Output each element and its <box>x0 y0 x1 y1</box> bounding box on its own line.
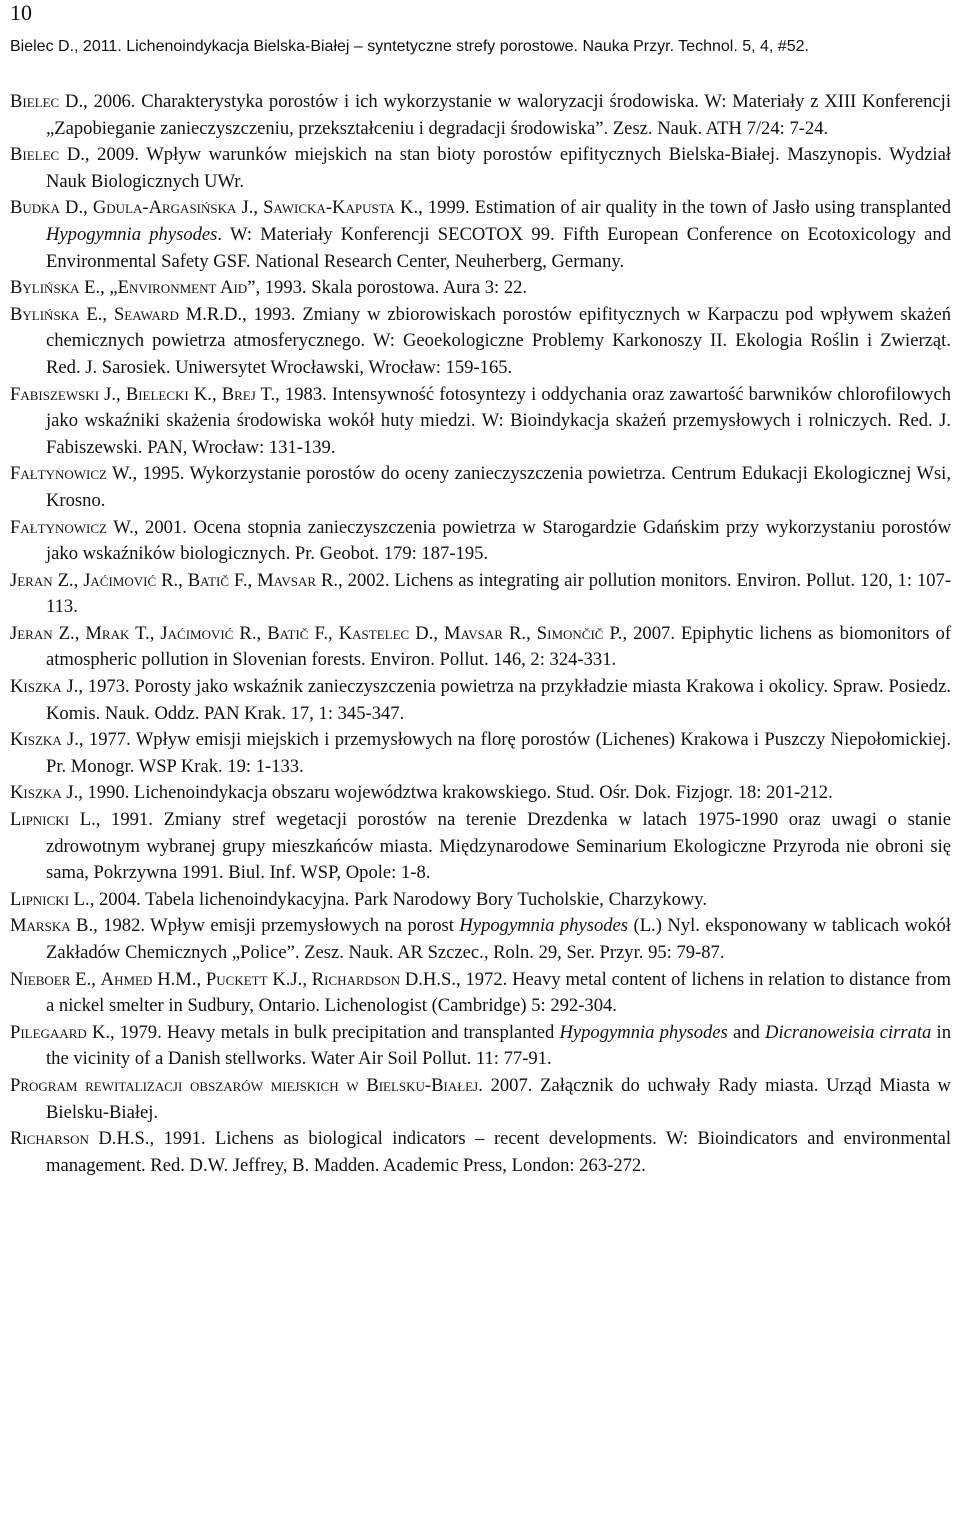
reference-entry <box>10 142 951 195</box>
reference-entry <box>10 1073 951 1126</box>
reference-author: Environment Aid <box>117 277 248 299</box>
reference-author: Bielec D. <box>10 144 85 166</box>
reference-species: Dicranoweisia cirrata <box>765 1021 932 1043</box>
reference-author: Fałtynowicz W. <box>10 516 134 538</box>
reference-author: Jaćimović R. <box>160 622 257 644</box>
reference-text: . W: Materiały Konferencji SECOTOX 99. Fifth European Conference on Ecotoxicology and Environmental Safety GSF. National Research Center, Neuherberg, Germany. <box>46 223 951 272</box>
reference-text: , 2001. Ocena stopnia zanieczyszczenia powietrza w Starogardzie Gdańskim przy wykorzystaniu porostów jako wskaźników biologicznych. Pr. Geobot. 179: 187-195. <box>46 516 951 565</box>
reference-entry <box>10 807 951 887</box>
reference-entry <box>10 382 951 462</box>
reference-author: Jeran Z. <box>10 622 75 644</box>
reference-text: , 2007. Epiphytic lichens as biomonitors of atmospheric pollution in Slovenian forests. Environ. Pollut. 146, 2: 324-331. <box>46 622 952 671</box>
reference-author: Kiszka J. <box>10 729 79 751</box>
reference-text: , <box>178 569 188 591</box>
reference-text: , 2009. Wpływ warunków miejskich na stan bioty porostów epifitycznych Bielska-Białej. Maszynopis. Wydział Nauk Biologicznych UWr. <box>46 144 951 192</box>
reference-text: , <box>196 968 206 990</box>
reference-entry <box>10 621 951 674</box>
reference-entry <box>10 674 951 727</box>
reference-entry <box>10 515 951 568</box>
reference-author: Jaćimović R. <box>83 569 179 591</box>
reference-author: Richardson D.H.S. <box>311 968 456 990</box>
reference-text: , <box>433 622 445 644</box>
reference-text: . 2007. Załącznik do uchwały Rady miasta. Urząd Miasta w Bielsku-Białej. <box>46 1074 951 1123</box>
reference-author: Bielecki K. <box>125 383 212 405</box>
reference-text: (L.) Nyl. eksponowany w tablicach wokół Zakładów Chemicznych „Police”. Zesz. Nauk. AR Szczec., Roln. 29, Ser. Przyr. 95: 79-87. <box>46 915 951 963</box>
reference-text: , <box>149 622 161 644</box>
reference-species: Hypogymnia physodes <box>559 1021 728 1043</box>
reference-text: , <box>328 622 339 644</box>
reference-author: Lipnicki L. <box>10 888 90 910</box>
reference-text: , 2006. Charakterystyka porostów i ich wykorzystanie w waloryzacji środowiska. W: Materiały z XIII Konferencji „Zapobieganie zanieczyszczeniu, przekształceniu i degradacji środowiska”. Zesz. Nauk. ATH 7/24: 7-24. <box>46 91 951 139</box>
reference-author: Program rewitalizacji obszarów miejskich w Bielsku-Białej <box>10 1074 479 1096</box>
reference-text: , 1993. Zmiany w zbiorowiskach porostów epifitycznych w Karpaczu pod wpływem skażeń chemicznych powietrza atmosferycznego. W: Geoekologiczne Problemy Karkonoszy II. Ekologia Roślin i Zwierząt. Red. J. Sarosiek. Uniwersytet Wrocławski, Wrocław: 159-165. <box>46 303 952 378</box>
reference-text: , 1973. Porosty jako wskaźnik zanieczyszczenia powietrza na przykładzie miasta Krakowa i okolicy. Spraw. Posiedz. Komis. Nauk. Oddz. PAN Krak. 17, 1: 345-347. <box>46 676 951 724</box>
reference-author: Bylińska E. <box>10 303 103 325</box>
reference-author: Bielec D. <box>10 91 84 112</box>
reference-entry <box>10 780 951 807</box>
reference-text: , 1979. Heavy metals in bulk precipitation and transplanted <box>110 1021 560 1043</box>
reference-author: Kiszka J. <box>10 782 79 804</box>
reference-text: , <box>247 569 258 591</box>
reference-text: , 1983. Intensywność fotosyntezy i oddychania oraz zawartość barwników chlorofilowych jako wskaźniki skażenia środowiska wokół huty miedzi. W: Bioindykacja skażeń przemysłowych i rolniczych. Red. J. Fabiszewski. PAN, Wrocław: 131-139. <box>46 383 952 458</box>
reference-author: Bylińska E. <box>10 277 101 299</box>
reference-text: , <box>302 968 312 990</box>
page-number: 10 <box>10 0 32 25</box>
reference-entry <box>10 568 951 621</box>
reference-author: Sawicka-Kapusta K. <box>263 197 419 219</box>
reference-author: Mrak T. <box>85 622 150 644</box>
reference-text: , „ <box>100 277 118 299</box>
reference-text: and <box>727 1021 766 1043</box>
reference-text: , <box>526 622 537 644</box>
reference-text: , 1977. Wpływ emisji miejskich i przemysłowych na florę porostów (Lichenes) Krakowa i Puszczy Niepołomickiej. Pr. Monogr. WSP Krak. 19: 1-133. <box>46 729 951 777</box>
reference-text: , <box>73 569 84 591</box>
reference-author: Fałtynowicz W. <box>10 463 133 485</box>
reference-author: Seaward M.R.D. <box>113 303 243 325</box>
reference-text: , 1991. Lichens as biological indicators – recent developments. W: Bioindicators and environmental management. Red. D.W. Jeffrey, B. Madden. Academic Press, London: 263-272. <box>46 1128 951 1176</box>
reference-text: , <box>253 197 264 219</box>
reference-text: , <box>256 622 268 644</box>
reference-text: , 1995. Wykorzystanie porostów do oceny zanieczyszczenia powietrza. Centrum Edukacji Ekologicznej Wsi, Krosno. <box>46 463 951 511</box>
reference-entry <box>10 461 951 514</box>
reference-entry <box>10 913 951 966</box>
running-header: Bielec D., 2011. Lichenoindykacja Bielska-Białej – syntetyczne strefy porostowe. Nauka Przyr. Technol. 5, 4, #52. <box>10 38 809 55</box>
reference-author: Kastelec D. <box>338 622 434 644</box>
reference-author: Mavsar R. <box>257 569 339 591</box>
reference-text: , 1982. Wpływ emisji przemysłowych na porost <box>93 915 460 937</box>
reference-entry <box>10 1020 951 1073</box>
reference-author: Simončič P. <box>536 622 623 644</box>
reference-species: Hypogymnia physodes <box>46 223 218 245</box>
reference-author: Ahmed H.M. <box>100 968 197 990</box>
reference-entry <box>10 887 951 914</box>
reference-author: Nieboer E. <box>10 968 92 990</box>
reference-entry <box>10 195 951 275</box>
reference-text: , <box>74 622 86 644</box>
reference-text: ”, 1993. Skala porostowa. Aura 3: 22. <box>247 277 528 299</box>
reference-text: , <box>211 383 222 405</box>
reference-text: , 2004. Tabela lichenoindykacyjna. Park Narodowy Bory Tucholskie, Charzykowy. <box>89 888 708 910</box>
reference-entry <box>10 89 951 142</box>
reference-text: , 2002. Lichens as integrating air pollution monitors. Environ. Pollut. 120, 1: 107-113. <box>46 569 952 618</box>
reference-author: Gdula-Argasińska J. <box>92 197 254 219</box>
reference-entry <box>10 1126 951 1179</box>
reference-author: Lipnicki L. <box>10 809 96 831</box>
reference-author: Kiszka J. <box>10 676 79 698</box>
reference-author: Marska B. <box>10 915 94 937</box>
reference-author: Puckett K.J. <box>205 968 303 990</box>
reference-author: Batič F. <box>267 622 329 644</box>
reference-author: Pilegaard K. <box>10 1021 111 1043</box>
reference-author: Brej T. <box>221 383 276 405</box>
reference-entry <box>10 302 951 382</box>
reference-text: , <box>116 383 126 405</box>
reference-entry <box>10 275 951 302</box>
reference-author: Mavsar R. <box>444 622 527 644</box>
reference-text: , <box>91 968 101 990</box>
reference-text: , <box>102 303 114 325</box>
reference-entry <box>10 967 951 1020</box>
reference-author: Richarson D.H.S. <box>10 1128 150 1150</box>
reference-author: Batič F. <box>187 569 248 591</box>
reference-text: , 1999. Estimation of air quality in the town of Jasło using transplanted <box>418 197 952 219</box>
reference-entry <box>10 727 951 780</box>
reference-text: , <box>83 197 93 219</box>
reference-author: Fabiszewski J. <box>10 383 117 405</box>
reference-list <box>10 89 951 1179</box>
reference-author: Budka D. <box>10 197 84 219</box>
reference-author: Jeran Z. <box>10 569 74 591</box>
reference-text: in the vicinity of a Danish stellworks. Water Air Soil Pollut. 11: 77-91. <box>46 1021 951 1070</box>
reference-species: Hypogymnia physodes <box>459 915 629 937</box>
reference-text: , 1972. Heavy metal content of lichens in relation to distance from a nickel smelter in Sudbury, Ontario. Lichenologist (Cambridge) 5: 292-304. <box>46 968 951 1017</box>
reference-text: , 1991. Zmiany stref wegetacji porostów na terenie Drezdenka w latach 1975-1990 oraz uwagi o stanie zdrowotnym wybranej grupy mieszkańców miasta. Międzynarodowe Seminarium Ekologiczne Przyroda nie obroni się sama, Pokrzywna 1991. Biul. Inf. WSP, Opole: 1-8. <box>46 809 951 884</box>
reference-text: , 1990. Lichenoindykacja obszaru województwa krakowskiego. Stud. Ośr. Dok. Fizjogr. 18: 201-212. <box>78 782 833 804</box>
